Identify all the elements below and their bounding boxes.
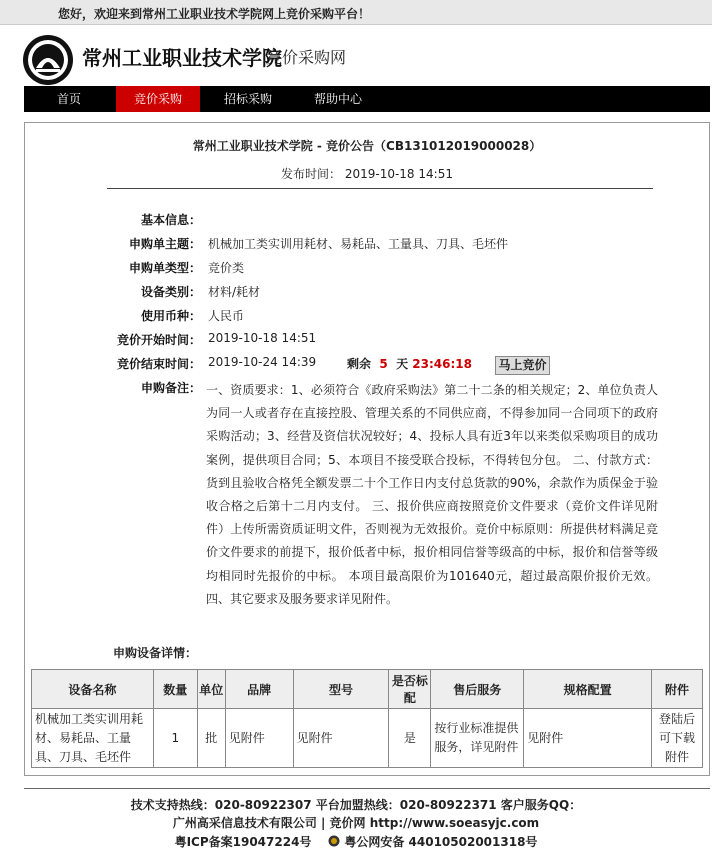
cell-unit: 批 <box>197 709 225 768</box>
info-row-type <box>25 259 709 279</box>
police-record-link[interactable]: 粤公网安备 44010502001318号 <box>344 835 538 849</box>
basic-info-row <box>25 211 709 231</box>
countdown <box>347 355 472 372</box>
bid-now-button[interactable]: 马上竞价 <box>495 356 550 375</box>
footer-icp-row <box>0 833 712 850</box>
column-header: 数量 <box>153 670 197 709</box>
info-row-category <box>25 283 709 303</box>
site-name: 常州工业职业技术学院 <box>82 46 282 70</box>
announcement-title: 常州工业职业技术学院 - 竞价公告（CB131012019000028） <box>192 139 542 153</box>
nav-help[interactable]: 帮助中心 <box>313 92 362 106</box>
info-row-start <box>25 331 709 351</box>
table-header-row <box>32 670 703 709</box>
info-value: 人民币 <box>208 309 245 323</box>
info-row-end <box>25 355 709 375</box>
site-subtitle: 竞价采购网 <box>266 48 347 67</box>
countdown-unit: 天 <box>396 357 409 371</box>
basic-info-label: 基本信息： <box>140 213 201 227</box>
welcome-bar <box>0 0 712 25</box>
info-value: 2019-10-18 14:51 <box>208 331 317 345</box>
cell-model: 见附件 <box>293 709 389 768</box>
column-header: 规格配置 <box>524 670 652 709</box>
nav-home[interactable]: 首页 <box>56 92 81 106</box>
countdown-prefix: 剩余 <box>347 357 372 371</box>
footer-support: 技术支持热线：020-80922307 平台加盟热线：020-80922371 客户服务QQ： <box>130 798 582 812</box>
main-nav <box>24 86 710 112</box>
cell-spec: 见附件 <box>524 709 652 768</box>
column-header: 设备名称 <box>32 670 154 709</box>
column-header: 单位 <box>197 670 225 709</box>
info-label: 申购单主题： <box>128 237 201 251</box>
equipment-table <box>31 669 703 768</box>
welcome-text: 您好，欢迎来到常州工业职业技术学院网上竞价采购平台！ <box>58 7 371 21</box>
info-label: 申购单类型： <box>128 261 201 275</box>
info-value: 材料/耗材 <box>208 285 261 299</box>
info-value: 机械加工类实训用耗材、易耗品、工量具、刀具、毛坯件 <box>208 237 509 251</box>
icp-link[interactable]: 粤ICP备案19047224号 <box>174 835 312 849</box>
divider <box>107 188 653 189</box>
table-row <box>32 709 703 768</box>
footer-company: 广州高采信息技术有限公司 | 竞价网 http://www.soeasyjc.com <box>172 816 540 830</box>
info-value: 2019-10-24 14:39 <box>208 355 317 369</box>
police-badge-icon <box>328 835 340 847</box>
publish-time: 发布时间： 2019-10-18 14:51 <box>281 167 453 181</box>
announcement-panel <box>24 122 710 776</box>
countdown-days: 5 <box>379 357 388 371</box>
info-label: 使用币种： <box>140 309 201 323</box>
cell-service: 按行业标准提供服务，详见附件 <box>431 709 524 768</box>
school-logo-icon <box>22 34 74 86</box>
cell-brand: 见附件 <box>225 709 293 768</box>
details-label: 申购设备详情： <box>113 646 198 660</box>
nav-bidding[interactable]: 竞价采购 <box>116 86 200 112</box>
info-value: 竞价类 <box>208 261 245 275</box>
countdown-time: 23:46:18 <box>412 357 472 371</box>
remark-text: 一、资质要求：1、必须符合《政府采购法》第二十二条的相关规定；2、单位负责人为同一人或者存在直接控股、管理关系的不同供应商，不得参加同一合同项下的政府采购活动；3、经营及资信状况较好；4、投标人具有近3年以来类似采购项目的成功案例，提供项目合同；5、本项目不接受联合投标，不得转包分包。 二、付款方式：货到且验收合格凭全额发票二十个工作日内支付总货款的90%，余款作为质保金于验收合格之后第十二月内支付。 三、报价供应商按照竞价文件要求（竞价文件详见附件）上传所需资质证明文件，否则视为无效报价。竞价中标原则：所提供材料满足竞价文件要求的前提下，报价低者中标，报价相同信誉等级高的中标，报价和信誉等级均相同时先报价的中标。 本项目最高限价为101640元，超过最高限价报价无效。四、其它要求及服务要求详见附件。 <box>206 383 658 606</box>
cell-name: 机械加工类实训用耗材、易耗品、工量具、刀具、毛坯件 <box>32 709 154 768</box>
info-label: 竞价开始时间： <box>116 333 201 347</box>
column-header: 附件 <box>651 670 702 709</box>
remark-label: 申购备注： <box>140 381 201 395</box>
footer-divider <box>24 788 710 789</box>
column-header: 是否标配 <box>389 670 431 709</box>
column-header: 品牌 <box>225 670 293 709</box>
info-row-topic <box>25 235 709 255</box>
column-header: 售后服务 <box>431 670 524 709</box>
column-header: 型号 <box>293 670 389 709</box>
info-row-currency <box>25 307 709 327</box>
cell-attachment[interactable]: 登陆后可下载附件 <box>651 709 702 768</box>
info-label: 竞价结束时间： <box>116 357 201 371</box>
info-label: 设备类别： <box>140 285 201 299</box>
cell-quantity: 1 <box>153 709 197 768</box>
nav-tender[interactable]: 招标采购 <box>223 92 272 106</box>
cell-standard: 是 <box>389 709 431 768</box>
site-header <box>0 25 712 85</box>
